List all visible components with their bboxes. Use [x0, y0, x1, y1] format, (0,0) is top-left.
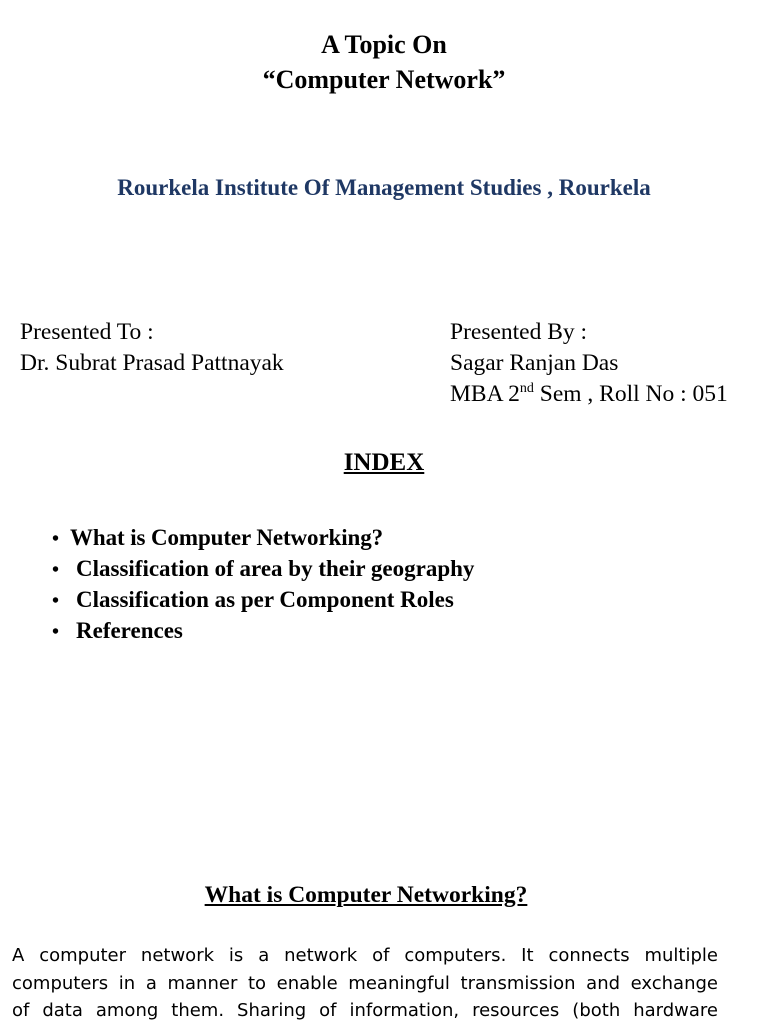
- index-item-label: Classification as per Component Roles: [76, 587, 454, 612]
- title-line-1: A Topic On: [321, 30, 447, 59]
- index-item: [52, 584, 474, 615]
- bullet-icon: •: [52, 621, 60, 643]
- bullet-icon: •: [52, 528, 60, 550]
- bullet-icon: •: [52, 590, 60, 612]
- index-list: [52, 522, 474, 646]
- index-item-label: Classification of area by their geography: [76, 556, 475, 581]
- course-prefix: MBA 2: [450, 381, 520, 407]
- presented-by-block: [450, 317, 728, 410]
- index-item: [52, 522, 474, 553]
- bullet-icon: •: [52, 559, 60, 581]
- presented-by-course: [450, 379, 728, 410]
- index-item-label: References: [76, 618, 183, 643]
- presented-by-label: Presented By :: [450, 319, 588, 345]
- title-line-2: “Computer Network”: [262, 65, 506, 94]
- course-suffix: Sem , Roll No : 051: [533, 381, 728, 407]
- index-item: [52, 615, 474, 646]
- paragraph-line: A computer network is a network of computers. It connects multiple: [12, 945, 718, 966]
- paragraph-line: computers in a manner to enable meaningful transmission and exchange: [12, 972, 718, 994]
- presented-by-name: Sagar Ranjan Das: [450, 350, 619, 376]
- body-paragraph: [12, 942, 718, 1025]
- presented-to-block: [20, 317, 284, 379]
- index-item: [52, 553, 474, 584]
- presented-to-name: Dr. Subrat Prasad Pattnayak: [20, 350, 284, 376]
- index-item-label: What is Computer Networking?: [70, 525, 384, 550]
- paragraph-line: of data among them. Sharing of information, resources (both hardware: [12, 1000, 718, 1021]
- institute-name: Rourkela Institute Of Management Studies , Rourkela: [117, 175, 651, 200]
- course-ordinal-suffix: nd: [519, 381, 534, 397]
- presented-to-label: Presented To :: [20, 319, 154, 345]
- index-heading: INDEX: [343, 449, 425, 476]
- section-heading: What is Computer Networking?: [204, 882, 528, 908]
